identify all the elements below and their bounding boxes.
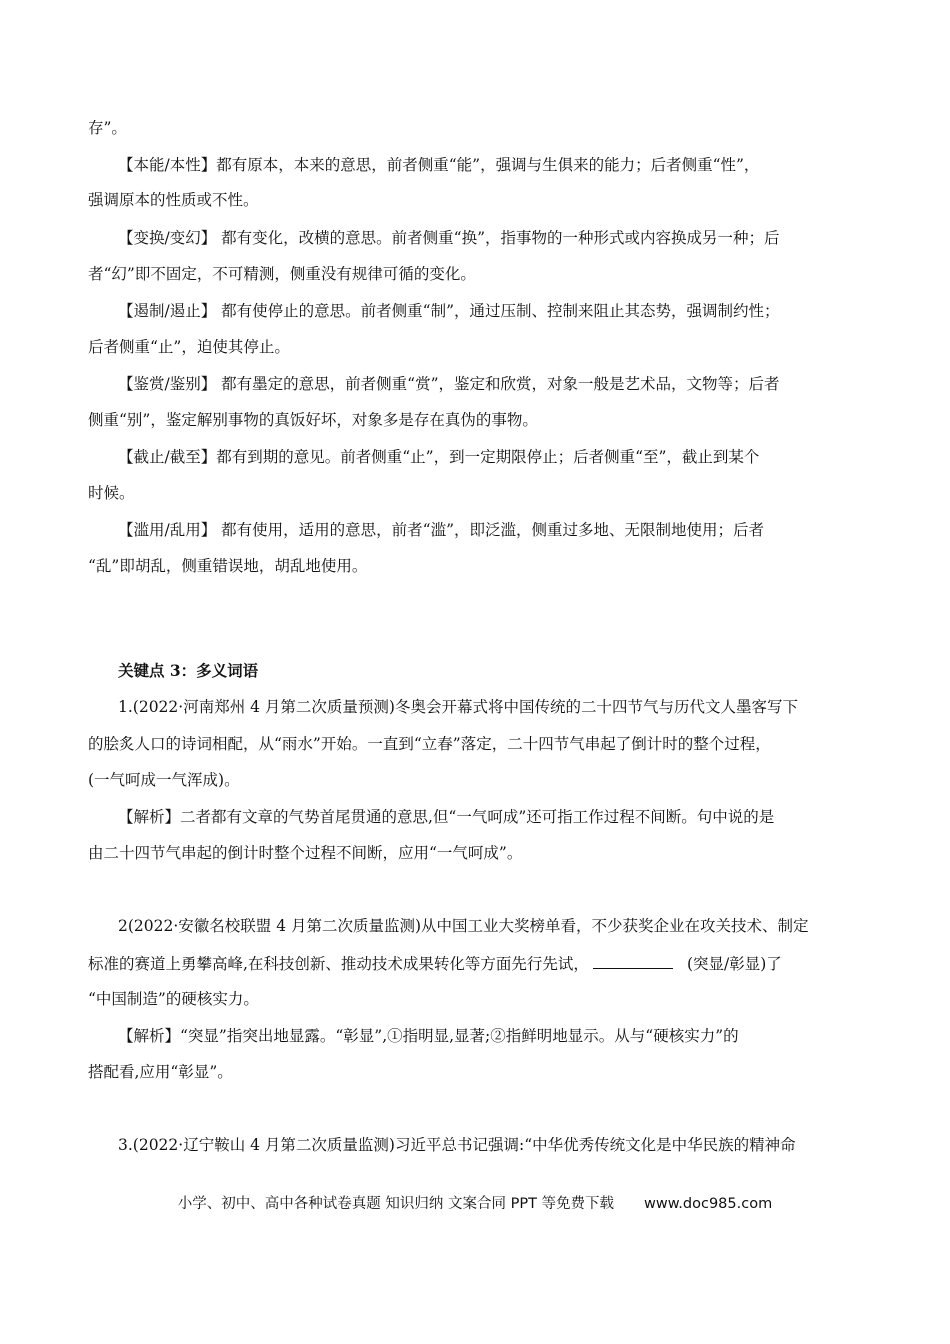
text-line: “乱”即胡乱，侧重错误地，胡乱地使用。	[88, 557, 368, 575]
question-2-text: 标准的赛道上勇攀高峰,在科技创新、推动技术成果转化等方面先行先试，	[88, 955, 589, 973]
answer-blank[interactable]	[593, 953, 673, 969]
question-2-line: “中国制造”的硬核实力。	[88, 990, 259, 1008]
text-line: 【滥用/乱用】 都有使用，适用的意思，前者“滥”，即泛滥，侧重过多地、无限制地使用；后者	[118, 521, 765, 539]
question-2-answer: 【解析】“突显”指突出地显露。“彰显”,①指明显,显著;②指鲜明地显示。从与“硬核实力”的	[118, 1027, 739, 1045]
page-footer	[0, 1192, 950, 1213]
question-2-line	[88, 953, 782, 974]
text-line: 侧重“别”，鉴定解别事物的真饭好坏，对象多是存在真伪的事物。	[88, 411, 538, 429]
question-1-answer: 由二十四节气串起的倒计时整个过程不间断，应用“一气呵成”。	[88, 844, 523, 862]
text-line: 【截止/截至】都有到期的意见。前者侧重“止”，到一定期限停止；后者侧重“至”，截止到某个	[118, 448, 760, 466]
section-title: 关键点 3：多义词语	[118, 661, 259, 680]
question-2-answer: 搭配看,应用“彰显”。	[88, 1063, 233, 1081]
question-2-options: (突显/彰显)了	[686, 955, 782, 973]
question-1-line: 1.(2022·河南郑州 4 月第二次质量预测)冬奥会开幕式将中国传统的二十四节气与历代文人墨客写下	[118, 698, 798, 716]
question-1-answer: 【解析】二者都有文章的气势首尾贯通的意思,但“一气呵成”还可指工作过程不间断。句中说的是	[118, 808, 775, 826]
question-1-line: (一气呵成一气浑成)。	[88, 771, 240, 789]
text-line: 【遏制/遏止】 都有使停止的意思。前者侧重“制”，通过压制、控制来阻止其态势，强调制约性；	[118, 302, 780, 320]
footer-link[interactable]: www.doc985.com	[644, 1196, 773, 1212]
text-line: 【本能/本性】都有原本，本来的意思，前者侧重“能”，强调与生俱来的能力；后者侧重“性”，	[118, 156, 760, 174]
footer-text: 小学、初中、高中各种试卷真题 知识归纳 文案合同 PPT 等免费下载	[177, 1196, 615, 1212]
question-3-line: 3.(2022·辽宁鞍山 4 月第二次质量监测)习近平总书记强调:“中华优秀传统文化是中华民族的精神命	[118, 1136, 796, 1154]
text-line: 后者侧重“止”，迫使其停止。	[88, 338, 290, 356]
text-line: 者“幻”即不固定，不可精测，侧重没有规律可循的变化。	[88, 265, 476, 283]
question-1-line: 的脍炙人口的诗词相配，从“雨水”开始。一直到“立春”落定，二十四节气串起了倒计时的整个过程，	[88, 735, 771, 753]
text-line: 强调原本的性质或不性。	[88, 191, 259, 209]
text-line: 存”。	[88, 119, 127, 137]
text-line: 【鉴赏/鉴别】 都有墨定的意思，前者侧重“赏”，鉴定和欣赏，对象一般是艺术品，文物等；后者	[118, 375, 780, 393]
text-line: 【变换/变幻】 都有变化，改横的意思。前者侧重“换”，指事物的一种形式或内容换成另一种；后	[118, 229, 780, 247]
question-2-line: 2(2022·安徽名校联盟 4 月第二次质量监测)从中国工业大奖榜单看，不少获奖企业在攻关技术、制定	[118, 917, 809, 935]
text-line: 时候。	[88, 484, 135, 502]
